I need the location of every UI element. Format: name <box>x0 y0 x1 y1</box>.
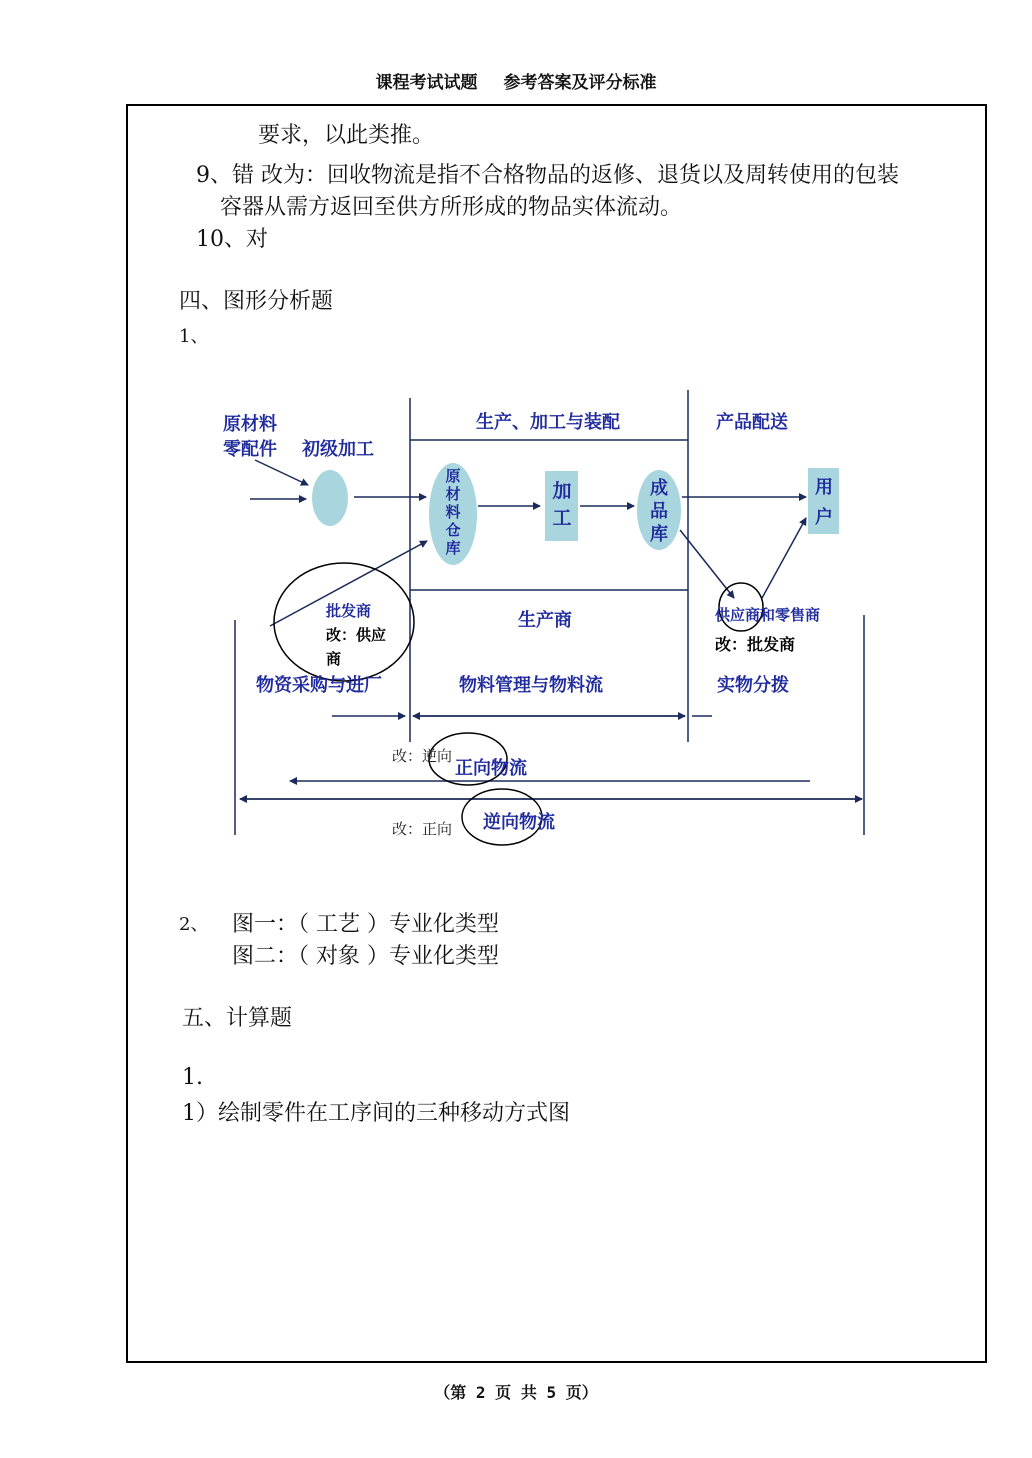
label-wholesaler-fix-2: 商 <box>326 650 342 668</box>
arrow-parts <box>255 460 308 485</box>
label-supplier-fix: 改：批发商 <box>715 635 796 654</box>
primary-processing-node <box>312 470 348 526</box>
arrow-supplier-user <box>762 518 806 598</box>
label-production-title: 生产、加工与装配 <box>476 412 620 433</box>
label-primary-processing: 初级加工 <box>302 439 374 460</box>
label-delivery-title: 产品配送 <box>716 412 788 433</box>
item9-line2: 容器从需方返回至供方所形成的物品实体流动。 <box>220 195 683 220</box>
label-purchasing: 物资采购与进厂 <box>256 675 382 696</box>
label-user: 用 户 <box>815 477 833 528</box>
label-reverse-flow: 逆向物流 <box>483 812 555 833</box>
item10: 10、对 <box>196 227 268 252</box>
question1-label: 1、 <box>179 326 209 347</box>
question2-line2: 图二：（ 对象 ）专业化类型 <box>232 944 499 969</box>
label-material-mgmt: 物料管理与物料流 <box>459 675 603 696</box>
calc-number: 1. <box>182 1065 203 1090</box>
label-finished-warehouse: 成 品 库 <box>650 478 668 545</box>
question2-line1: 图一：（ 工艺 ）专业化类型 <box>232 912 499 937</box>
page-footer: （第 2 页 共 5 页） <box>434 1383 598 1402</box>
label-wholesaler: 批发商 <box>326 602 372 620</box>
label-raw-material: 原材料 <box>223 414 277 435</box>
header-left: 课程考试试题 <box>375 73 478 93</box>
calc-subtask: 1）绘制零件在工序间的三种移动方式图 <box>182 1101 570 1126</box>
label-manufacturer: 生产商 <box>518 610 572 631</box>
label-fix-reverse: 改：逆向 <box>392 747 453 765</box>
section5-title: 五、计算题 <box>182 1006 293 1031</box>
label-processing: 加 工 <box>552 480 572 529</box>
label-supplier-retailer: 供应商和零售商 <box>715 606 821 624</box>
continuation-line: 要求，以此类推。 <box>258 123 435 148</box>
label-fix-forward: 改：正向 <box>392 820 453 838</box>
item9-line1: 9、错 改为：回收物流是指不合格物品的返修、退货以及周转使用的包装 <box>196 163 899 188</box>
label-raw-warehouse: 原 材 料 仓 库 <box>445 467 461 557</box>
section4-title: 四、图形分析题 <box>179 289 334 314</box>
header-right: 参考答案及评分标准 <box>503 73 657 93</box>
label-forward-flow: 正向物流 <box>455 758 527 779</box>
question2-label: 2、 <box>179 914 209 935</box>
label-physical-dist: 实物分拨 <box>717 675 789 696</box>
label-parts: 零配件 <box>223 439 277 460</box>
label-wholesaler-fix-1: 改：供应 <box>326 626 387 644</box>
mark-circle-wholesaler <box>274 563 414 681</box>
